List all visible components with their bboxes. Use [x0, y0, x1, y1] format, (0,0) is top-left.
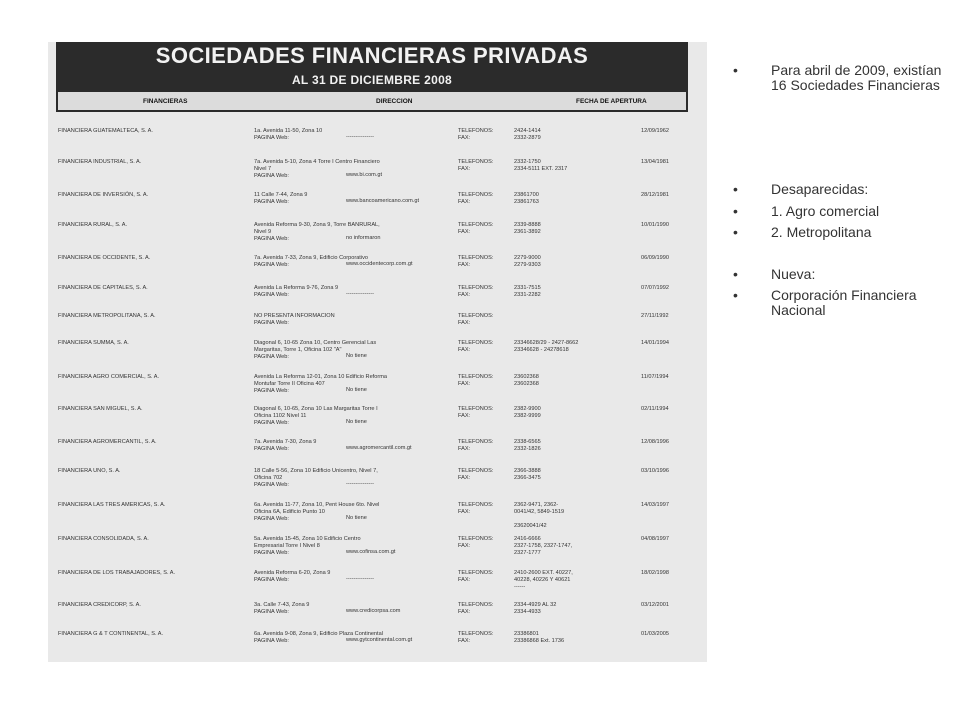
pagina-web-label: PAGINA Web:: [254, 199, 289, 205]
pagina-web-value: www.agromercantil.com.gt: [346, 445, 412, 451]
fecha-apertura: 27/11/1992: [641, 313, 669, 319]
column-header-financieras: FINANCIERAS: [143, 98, 188, 105]
pagina-web-label: PAGINA Web:: [254, 482, 289, 488]
telefono-value: 2366-3888: [514, 468, 541, 474]
telefonos-label: TELEFONOS:: [458, 255, 494, 261]
direccion-line: Montufar Torre II Oficina 407: [254, 381, 325, 387]
telefonos-label: TELEFONOS:: [458, 374, 494, 380]
telefonos-label: TELEFONOS:: [458, 468, 494, 474]
bullet-text: 1. Agro comercial: [771, 203, 880, 219]
table-header: [56, 90, 688, 112]
direccion-line: 7a. Avenida 5-10, Zona 4 Torre I Centro Financiero: [254, 159, 380, 165]
fecha-apertura: 11/07/1994: [641, 374, 669, 380]
fax-label: FAX:: [458, 638, 471, 644]
pagina-web-value: www.bancoamericano.com.gt: [346, 198, 420, 204]
fecha-apertura: 03/12/2001: [641, 602, 669, 608]
fax-value: 2327-1758, 2327-1747,: [514, 543, 573, 549]
financiera-name: FINANCIERA INDUSTRIAL, S. A.: [58, 159, 142, 165]
fax-value: 23861763: [514, 199, 539, 205]
pagina-web-value: No tiene: [346, 387, 367, 393]
bullet-item: [733, 182, 958, 197]
pagina-web-label: PAGINA Web:: [254, 550, 289, 556]
financiera-name: FINANCIERA DE OCCIDENTE, S. A.: [58, 255, 151, 261]
direccion-line: Empresarial Torre I Nivel 8: [254, 543, 320, 549]
fax-value: ------: [514, 584, 526, 590]
column-header-direccion: DIRECCION: [376, 98, 413, 105]
direccion-line: Margaritas, Torre 1, Oficina 102 "A": [254, 347, 342, 353]
pagina-web-value: No tiene: [346, 419, 367, 425]
direccion-line: Diagonal 6, 10-65, Zona 10 Las Margaritas Torre I: [254, 406, 378, 412]
financiera-name: FINANCIERA LAS TRES AMERICAS, S. A.: [58, 502, 166, 508]
financiera-name: FINANCIERA CREDICORP, S. A.: [58, 602, 141, 608]
financiera-name: FINANCIERA AGROMERCANTIL, S. A.: [58, 439, 157, 445]
telefonos-label: TELEFONOS:: [458, 159, 494, 165]
telefono-value: 0041/42, 5849-1519: [514, 509, 565, 515]
pagina-web-label: PAGINA Web:: [254, 388, 289, 394]
fax-value: 2382-9999: [514, 413, 541, 419]
pagina-web-value: www.credicorpsa.com: [346, 608, 401, 614]
telefonos-label: TELEFONOS:: [458, 128, 494, 134]
telefono-value: 2424-1414: [514, 128, 541, 134]
telefonos-label: TELEFONOS:: [458, 602, 494, 608]
bullet-text: Desaparecidas:: [771, 181, 869, 197]
bullet-dot: •: [733, 181, 738, 197]
telefono-value: 2338-6565: [514, 439, 541, 445]
document-subtitle: AL 31 DE DICIEMBRE 2008: [291, 73, 453, 87]
direccion-line: Avenida La Reforma 9-76, Zona 9: [254, 285, 339, 291]
scanned-document: [48, 42, 707, 662]
pagina-web-label: PAGINA Web:: [254, 577, 289, 583]
pagina-web-value: ---------------: [346, 291, 374, 297]
direccion-line: 1a. Avenida 11-50, Zona 10: [254, 128, 323, 134]
fecha-apertura: 12/08/1996: [641, 439, 669, 445]
financiera-name: FINANCIERA RURAL, S. A.: [58, 222, 128, 228]
fax-label: FAX:: [458, 381, 471, 387]
fax-label: FAX:: [458, 475, 471, 481]
pagina-web-value: www.cofinsa.com.gt: [346, 549, 396, 555]
direccion-line: Oficina 702: [254, 475, 283, 481]
telefono-value: 2331-7515: [514, 285, 541, 291]
financiera-name: FINANCIERA GUATEMALTECA, S. A.: [58, 128, 153, 134]
document-title: SOCIEDADES FINANCIERAS PRIVADAS: [155, 43, 589, 68]
bullet-item: [733, 225, 958, 240]
telefono-value: 23861700: [514, 192, 539, 198]
pagina-web-label: PAGINA Web:: [254, 262, 289, 268]
pagina-web-label: PAGINA Web:: [254, 135, 289, 141]
telefonos-label: TELEFONOS:: [458, 192, 494, 198]
pagina-web-label: PAGINA Web:: [254, 292, 289, 298]
telefonos-label: TELEFONOS:: [458, 439, 494, 445]
direccion-line: Oficina 6A, Edificio Punto 10: [254, 509, 325, 515]
direccion-line: 6a. Avenida 11-77, Zona 10, Pent House 6to. Nivel: [254, 502, 380, 508]
direccion-line: 18 Calle 5-56, Zona 10 Edificio Unicentro, Nivel 7,: [254, 468, 378, 474]
direccion-line: Avenida Reforma 6-20, Zona 9: [254, 570, 331, 576]
telefonos-label: TELEFONOS:: [458, 406, 494, 412]
bullet-text: Corporación Financiera Nacional: [771, 287, 917, 318]
fecha-apertura: 28/12/1981: [641, 192, 669, 198]
telefonos-label: TELEFONOS:: [458, 631, 494, 637]
pagina-web-label: PAGINA Web:: [254, 638, 289, 644]
telefono-value: 23602368: [514, 374, 539, 380]
pagina-web-label: PAGINA Web:: [254, 320, 289, 326]
direccion-line: Nivel 7: [254, 166, 272, 172]
pagina-web-value: ---------------: [346, 481, 374, 487]
pagina-web-label: PAGINA Web:: [254, 420, 289, 426]
fax-value: 2279-9303: [514, 262, 541, 268]
fecha-apertura: 18/02/1998: [641, 570, 669, 576]
fax-label: FAX:: [458, 320, 471, 326]
telefonos-label: TELEFONOS:: [458, 502, 494, 508]
bullet-text: Para abril de 2009, existían 16 Sociedades Financieras: [771, 62, 942, 93]
telefonos-label: TELEFONOS:: [458, 340, 494, 346]
fax-value: 23602368: [514, 381, 539, 387]
financiera-name: FINANCIERA SAN MIGUEL, S. A.: [58, 406, 143, 412]
financiera-name: FINANCIERA SUMMA, S. A.: [58, 340, 129, 346]
bullet-dot: •: [733, 203, 738, 219]
bullet-item: [733, 267, 958, 282]
bullet-text: 2. Metropolitana: [771, 224, 872, 240]
telefono-value: 23386801: [514, 631, 539, 637]
pagina-web-label: PAGINA Web:: [254, 173, 289, 179]
pagina-web-value: ---------------: [346, 134, 374, 140]
bullet-item: [733, 204, 958, 219]
fax-label: FAX:: [458, 446, 471, 452]
telefono-value: 23346628/29 - 2427-8662: [514, 340, 579, 346]
fax-label: FAX:: [458, 413, 471, 419]
pagina-web-label: PAGINA Web:: [254, 236, 289, 242]
financiera-name: FINANCIERA DE INVERSIÓN, S. A.: [58, 192, 149, 198]
telefono-value: 2339-8888: [514, 222, 541, 228]
telefonos-label: TELEFONOS:: [458, 536, 494, 542]
fax-label: FAX:: [458, 292, 471, 298]
bullet-dot: •: [733, 266, 738, 282]
fecha-apertura: 07/07/1992: [641, 285, 669, 291]
telefono-value: 2332-1750: [514, 159, 541, 165]
fax-value: 23346628 - 24278618: [514, 347, 569, 353]
direccion-line: 7a. Avenida 7-30, Zona 9: [254, 439, 317, 445]
financiera-name: FINANCIERA METROPOLITANA, S. A.: [58, 313, 156, 319]
bullet-dot: •: [733, 62, 738, 78]
fax-value: 2334-5111 EXT. 2317: [514, 166, 568, 172]
fax-label: FAX:: [458, 166, 471, 172]
fecha-apertura: 13/04/1981: [641, 159, 669, 165]
fax-label: FAX:: [458, 199, 471, 205]
pagina-web-value: No tiene: [346, 353, 367, 359]
direccion-line: 7a. Avenida 7-33, Zona 9, Edificio Corporativo: [254, 255, 369, 261]
direccion-line: Avenida La Reforma 12-01, Zona 10 Edificio Reforma: [254, 374, 387, 380]
pagina-web-label: PAGINA Web:: [254, 446, 289, 452]
telefonos-label: TELEFONOS:: [458, 313, 494, 319]
fax-label: FAX:: [458, 509, 471, 515]
telefonos-label: TELEFONOS:: [458, 285, 494, 291]
telefonos-label: TELEFONOS:: [458, 570, 494, 576]
fax-label: FAX:: [458, 543, 471, 549]
telefono-value: 2362-9471, 2362-: [514, 502, 559, 508]
financiera-name: FINANCIERA DE CAPITALES, S. A.: [58, 285, 148, 291]
financiera-name: FINANCIERA G & T CONTINENTAL, S. A.: [58, 631, 164, 637]
fax-value: 2327-1777: [514, 550, 541, 556]
fecha-apertura: 02/11/1994: [641, 406, 669, 412]
direccion-line: 3a. Calle 7-43, Zona 9: [254, 602, 310, 608]
telefono-value: 2416-6666: [514, 536, 541, 542]
pagina-web-label: PAGINA Web:: [254, 516, 289, 522]
fecha-apertura: 01/03/2005: [641, 631, 669, 637]
direccion-line: NO PRESENTA INFORMACION: [254, 313, 335, 319]
bullet-text: Nueva:: [771, 266, 816, 282]
fax-value: 2331-2282: [514, 292, 541, 298]
pagina-web-value: ---------------: [346, 576, 374, 582]
fax-label: FAX:: [458, 347, 471, 353]
fecha-apertura: 03/10/1996: [641, 468, 669, 474]
fecha-apertura: 12/09/1962: [641, 128, 669, 134]
fecha-apertura: 10/01/1990: [641, 222, 669, 228]
financiera-name: FINANCIERA CONSOLIDADA, S. A.: [58, 536, 149, 542]
fax-value: 2366-3475: [514, 475, 541, 481]
pagina-web-value: www.gytcontinental.com.gt: [346, 637, 413, 643]
fax-label: FAX:: [458, 577, 471, 583]
fax-value: 23386868 Ext. 1736: [514, 638, 565, 644]
bullet-dot: •: [733, 287, 738, 303]
bullet-item: [733, 63, 958, 93]
fecha-apertura: 06/09/1990: [641, 255, 669, 261]
direccion-line: Oficina 1102 Nivel 11: [254, 413, 307, 419]
telefono-value: 2382-9900: [514, 406, 541, 412]
telefonos-label: TELEFONOS:: [458, 222, 494, 228]
fecha-apertura: 14/03/1997: [641, 502, 669, 508]
direccion-line: Diagonal 6, 10-65 Zona 10, Centro Gerencial Las: [254, 340, 377, 346]
bullet-item: [733, 288, 958, 318]
fax-value: 2332-1826: [514, 446, 541, 452]
column-header-fecha: FECHA DE APERTURA: [576, 98, 647, 105]
fecha-apertura: 04/08/1997: [641, 536, 669, 542]
telefono-value: 2334-4929 AL 32: [514, 602, 557, 608]
financiera-name: FINANCIERA UNO, S. A.: [58, 468, 121, 474]
pagina-web-value: www.bi.com.gt: [346, 172, 383, 178]
direccion-line: 5a. Avenida 15-45, Zona 10 Edificio Centro: [254, 536, 361, 542]
fax-value: 2332-2879: [514, 135, 541, 141]
pagina-web-value: No tiene: [346, 515, 367, 521]
fax-value: 23620041/42: [514, 523, 547, 529]
direccion-line: 6a. Avenida 9-08, Zona 9, Edificio Plaza Continental: [254, 631, 383, 637]
direccion-line: 11 Calle 7-44, Zona 9: [254, 192, 308, 198]
fax-label: FAX:: [458, 262, 471, 268]
financiera-name: FINANCIERA DE LOS TRABAJADORES, S. A.: [58, 570, 176, 576]
financiera-name: FINANCIERA AGRO COMERCIAL, S. A.: [58, 374, 160, 380]
fax-label: FAX:: [458, 135, 471, 141]
bullet-dot: •: [733, 224, 738, 240]
pagina-web-label: PAGINA Web:: [254, 609, 289, 615]
fax-label: FAX:: [458, 229, 471, 235]
pagina-web-value: www.occidentecorp.com.gt: [346, 261, 413, 267]
direccion-line: Avenida Reforma 9-30, Zona 9, Torre BANRURAL,: [254, 222, 380, 228]
pagina-web-label: PAGINA Web:: [254, 354, 289, 360]
telefono-value: 2410-2600 EXT. 40227,: [514, 570, 573, 576]
fax-value: 2361-3892: [514, 229, 541, 235]
telefono-value: 2279-9000: [514, 255, 541, 261]
direccion-line: Nivel 9: [254, 229, 272, 235]
pagina-web-value: no informaron: [346, 235, 381, 241]
fecha-apertura: 14/01/1994: [641, 340, 669, 346]
fax-value: 2334-4933: [514, 609, 541, 615]
fax-label: FAX:: [458, 609, 471, 615]
fax-value: 40228, 40226 Y 40621: [514, 577, 571, 583]
